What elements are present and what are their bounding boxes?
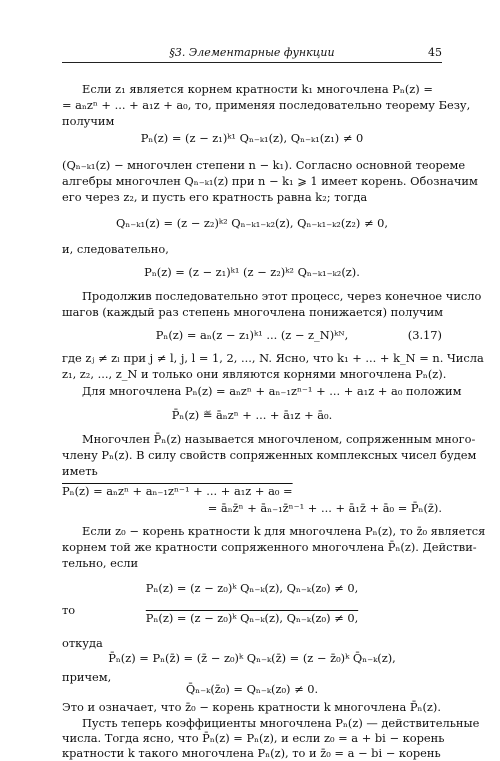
text-line: где zⱼ ≠ zₗ при j ≠ l, j, l = 1, 2, ..., N. Ясно, что k₁ + ... + k_N = n. Числа (62, 351, 484, 365)
text-line: кратности k такого многочлена Pₙ(z), то и z̄₀ = a − bi − корень (62, 746, 441, 760)
text-line: (Qₙ₋ₖ₁(z) − многочлен степени n − k₁). Согласно основной теореме (62, 158, 466, 172)
text-line: Продолжив последовательно этот процесс, через конечное число (82, 289, 482, 303)
running-title: §3. Элементарные функции (169, 46, 335, 59)
text-line: = aₙzⁿ + ... + a₁z + a₀, то, применяя последовательно теорему Безу, (62, 98, 471, 112)
formula: = āₙz̄ⁿ + āₙ₋₁z̄ⁿ⁻¹ + ... + ā₁z̄ + ā₀ = P̄ₙ(z̄). (207, 501, 442, 515)
formula: Pₙ(z) = (z − z₀)ᵏ Qₙ₋ₖ(z), Qₙ₋ₖ(z₀) ≠ 0, (145, 581, 359, 595)
page-header (62, 44, 442, 63)
text-line: тельно, если (62, 556, 139, 570)
formula: Pₙ(z) = (z − z₁)ᵏ¹ (z − z₂)ᵏ² Qₙ₋ₖ₁₋ₖ₂(z). (144, 265, 360, 279)
formula: Pₙ(z) = aₙzⁿ + aₙ₋₁zⁿ⁻¹ + ... + a₁z + a₀ = (62, 484, 293, 498)
text-line: его через z₂, и пусть его кратность равна k₂; тогда (62, 190, 368, 204)
formula: Pₙ(z) = aₙ(z − z₁)ᵏ¹ ... (z − z_N)ᵏᴺ, (155, 328, 349, 342)
formula: Pₙ(z) = (z − z₀)ᵏ Qₙ₋ₖ(z), Qₙ₋ₖ(z₀) ≠ 0, (145, 611, 359, 625)
page-number: 45 (428, 46, 442, 59)
text-line: Если z₀ − корень кратности k для многочлена Pₙ(z), то z̄₀ является (82, 524, 486, 538)
text-line: Многочлен P̄ₙ(z) называется многочленом, сопряженным много- (82, 432, 476, 446)
text-line: иметь (62, 464, 98, 478)
text-line: z₁, z₂, ..., z_N и только они являются корнями многочлена Pₙ(z). (62, 367, 447, 381)
text-line: Это и означает, что z̄₀ − корень кратности k многочлена P̄ₙ(z). (62, 700, 441, 714)
text-line: корнем той же кратности сопряженного многочлена P̄ₙ(z). Действи- (62, 540, 477, 554)
text-line: числа. Тогда ясно, что P̄ₙ(z) = Pₙ(z), и если z₀ = a + bi − корень (62, 731, 445, 745)
text-line: то (62, 603, 76, 617)
text-line: причем, (62, 670, 112, 684)
text-line: Для многочлена Pₙ(z) = aₙzⁿ + aₙ₋₁zⁿ⁻¹ + ... + a₁z + a₀ положим (82, 384, 462, 398)
text-line: шагов (каждый раз степень многочлена понижается) получим (62, 305, 444, 319)
formula: Q̄ₙ₋ₖ(z̄₀) = Qₙ₋ₖ(z₀) ≠ 0. (185, 682, 319, 696)
text-line: алгебры многочлен Qₙ₋ₖ₁(z) при n − k₁ ⩾ 1 имеет корень. Обозначим (62, 174, 478, 188)
text-line: получим (62, 114, 115, 128)
text-line: члену Pₙ(z). В силу свойств сопряженных комплексных чисел будем (62, 448, 477, 462)
equation-number: (3.17) (407, 328, 442, 342)
formula: P̄ₙ(z) = Pₙ(z̄) = (z̄ − z₀)ᵏ Qₙ₋ₖ(z̄) = (z − z̄₀)ᵏ Q̄ₙ₋ₖ(z), (108, 651, 396, 665)
text-line: Если z₁ является корнем кратности k₁ многочлена Pₙ(z) = (82, 82, 433, 96)
formula: Qₙ₋ₖ₁(z) = (z − z₂)ᵏ² Qₙ₋ₖ₁₋ₖ₂(z), Qₙ₋ₖ₁₋ₖ₂(z₂) ≠ 0, (116, 216, 388, 230)
text-line: и, следовательно, (62, 242, 169, 256)
text-line: Пусть теперь коэффициенты многочлена Pₙ(z) — действительные (82, 716, 480, 730)
formula: Pₙ(z) = (z − z₁)ᵏ¹ Qₙ₋ₖ₁(z), Qₙ₋ₖ₁(z₁) ≠ 0 (140, 131, 364, 145)
formula: P̄ₙ(z) ≝ āₙzⁿ + ... + ā₁z + ā₀. (171, 408, 333, 422)
text-line: откуда (62, 636, 103, 650)
